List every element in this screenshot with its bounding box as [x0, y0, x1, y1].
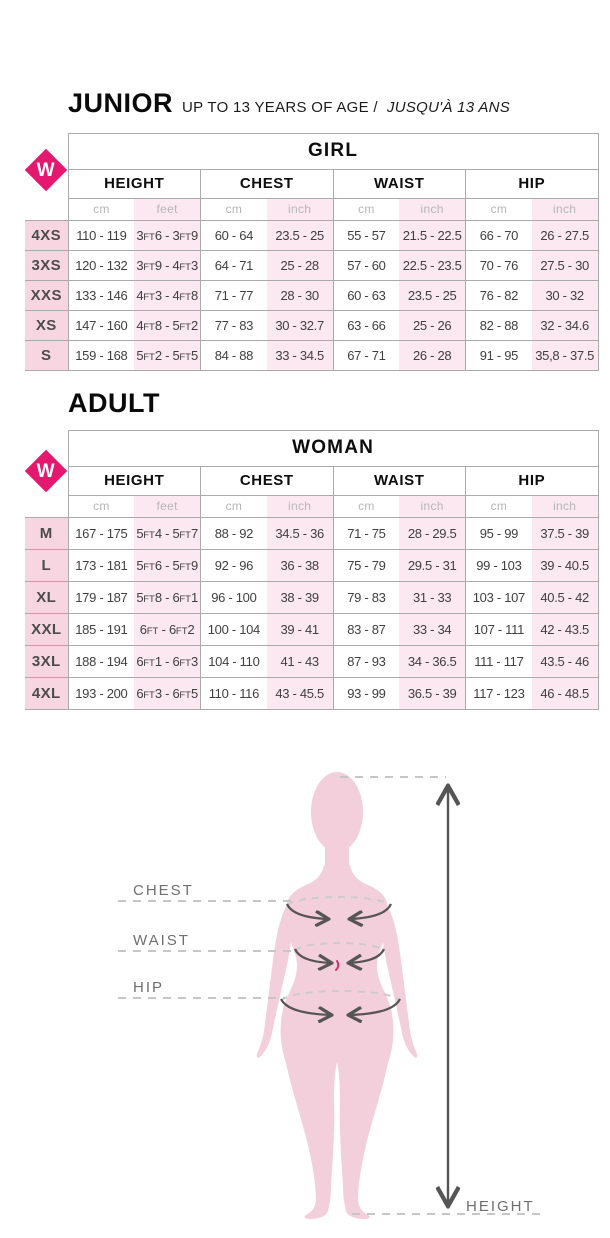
size-row	[25, 518, 598, 550]
value-cell: 110 - 116	[201, 678, 267, 710]
value-cell: 6FT3 - 6FT5	[134, 678, 200, 710]
value-cell: 35,8 - 37.5	[532, 341, 598, 371]
unit-label: cm	[201, 199, 267, 221]
corner-spacer	[25, 496, 68, 518]
value-cell: 63 - 66	[333, 311, 399, 341]
value-cell: 26 - 28	[399, 341, 465, 371]
value-cell: 133 - 146	[68, 281, 134, 311]
value-cell: 33 - 34	[399, 614, 465, 646]
value-cell: 60 - 64	[201, 221, 267, 251]
value-cell: 100 - 104	[201, 614, 267, 646]
corner-spacer	[25, 199, 68, 221]
size-row	[25, 646, 598, 678]
unit-label: inch	[399, 199, 465, 221]
value-cell: 5FT4 - 5FT7	[134, 518, 200, 550]
group-header-woman: WOMAN	[68, 431, 598, 467]
column-header-chest: CHEST	[201, 170, 334, 199]
value-cell: 82 - 88	[466, 311, 532, 341]
value-cell: 96 - 100	[201, 582, 267, 614]
size-label: XXL	[25, 614, 68, 646]
value-cell: 95 - 99	[466, 518, 532, 550]
value-cell: 88 - 92	[201, 518, 267, 550]
value-cell: 34.5 - 36	[267, 518, 333, 550]
group-header-row	[25, 431, 598, 467]
value-cell: 36.5 - 39	[399, 678, 465, 710]
size-label: XS	[25, 311, 68, 341]
value-cell: 4FT3 - 4FT8	[134, 281, 200, 311]
value-cell: 36 - 38	[267, 550, 333, 582]
unit-label: inch	[532, 496, 598, 518]
hip-label: HIP	[133, 979, 165, 996]
size-label: 4XS	[25, 221, 68, 251]
value-cell: 71 - 77	[201, 281, 267, 311]
value-cell: 83 - 87	[333, 614, 399, 646]
value-cell: 6FT1 - 6FT3	[134, 646, 200, 678]
unit-label: feet	[134, 496, 200, 518]
value-cell: 43.5 - 46	[532, 646, 598, 678]
group-header-girl: GIRL	[68, 134, 598, 170]
value-cell: 93 - 99	[333, 678, 399, 710]
unit-label: cm	[68, 199, 134, 221]
value-cell: 30 - 32.7	[267, 311, 333, 341]
value-cell: 167 - 175	[68, 518, 134, 550]
group-header-row	[25, 134, 598, 170]
junior-section-title	[68, 88, 510, 119]
value-cell: 120 - 132	[68, 251, 134, 281]
value-cell: 39 - 41	[267, 614, 333, 646]
value-cell: 5FT6 - 5FT9	[134, 550, 200, 582]
junior-size-table	[25, 133, 599, 371]
unit-label: cm	[466, 199, 532, 221]
value-cell: 75 - 79	[333, 550, 399, 582]
size-row	[25, 582, 598, 614]
size-label: XXS	[25, 281, 68, 311]
size-row	[25, 221, 598, 251]
value-cell: 27.5 - 30	[532, 251, 598, 281]
unit-row	[25, 199, 598, 221]
size-row	[25, 550, 598, 582]
value-cell: 111 - 117	[466, 646, 532, 678]
value-cell: 91 - 95	[466, 341, 532, 371]
value-cell: 39 - 40.5	[532, 550, 598, 582]
column-header-row	[25, 170, 598, 199]
value-cell: 40.5 - 42	[532, 582, 598, 614]
value-cell: 57 - 60	[333, 251, 399, 281]
unit-label: inch	[267, 496, 333, 518]
value-cell: 30 - 32	[532, 281, 598, 311]
value-cell: 117 - 123	[466, 678, 532, 710]
value-cell: 23.5 - 25	[399, 281, 465, 311]
size-row	[25, 678, 598, 710]
value-cell: 84 - 88	[201, 341, 267, 371]
value-cell: 23.5 - 25	[267, 221, 333, 251]
size-label: 4XL	[25, 678, 68, 710]
value-cell: 32 - 34.6	[532, 311, 598, 341]
value-cell: 3FT9 - 4FT3	[134, 251, 200, 281]
value-cell: 179 - 187	[68, 582, 134, 614]
value-cell: 42 - 43.5	[532, 614, 598, 646]
value-cell: 26 - 27.5	[532, 221, 598, 251]
waist-label: WAIST	[133, 932, 190, 949]
adult-title-text: ADULT	[68, 388, 160, 418]
unit-label: cm	[466, 496, 532, 518]
unit-label: inch	[399, 496, 465, 518]
unit-label: feet	[134, 199, 200, 221]
value-cell: 6FT - 6FT2	[134, 614, 200, 646]
value-cell: 92 - 96	[201, 550, 267, 582]
value-cell: 29.5 - 31	[399, 550, 465, 582]
unit-label: inch	[267, 199, 333, 221]
value-cell: 104 - 110	[201, 646, 267, 678]
size-label: S	[25, 341, 68, 371]
size-row	[25, 281, 598, 311]
size-row	[25, 341, 598, 371]
value-cell: 99 - 103	[466, 550, 532, 582]
value-cell: 188 - 194	[68, 646, 134, 678]
column-header-chest: CHEST	[201, 467, 334, 496]
value-cell: 33 - 34.5	[267, 341, 333, 371]
unit-row	[25, 496, 598, 518]
chest-label: CHEST	[133, 882, 194, 899]
size-label: L	[25, 550, 68, 582]
column-header-waist: WAIST	[333, 467, 466, 496]
torso-legs-shape	[281, 865, 394, 1219]
size-row	[25, 251, 598, 281]
value-cell: 25 - 26	[399, 311, 465, 341]
value-cell: 103 - 107	[466, 582, 532, 614]
brand-logo-letter: W	[37, 460, 55, 482]
column-header-row	[25, 467, 598, 496]
value-cell: 173 - 181	[68, 550, 134, 582]
value-cell: 64 - 71	[201, 251, 267, 281]
value-cell: 46 - 48.5	[532, 678, 598, 710]
value-cell: 107 - 111	[466, 614, 532, 646]
measurement-diagram	[0, 755, 610, 1238]
size-label: XL	[25, 582, 68, 614]
value-cell: 28 - 29.5	[399, 518, 465, 550]
value-cell: 67 - 71	[333, 341, 399, 371]
size-row	[25, 311, 598, 341]
column-header-hip: HIP	[466, 170, 599, 199]
unit-label: cm	[68, 496, 134, 518]
value-cell: 110 - 119	[68, 221, 134, 251]
female-silhouette	[257, 772, 418, 1219]
unit-label: cm	[201, 496, 267, 518]
value-cell: 159 - 168	[68, 341, 134, 371]
value-cell: 79 - 83	[333, 582, 399, 614]
value-cell: 31 - 33	[399, 582, 465, 614]
value-cell: 87 - 93	[333, 646, 399, 678]
brand-logo-letter: W	[37, 159, 55, 181]
adult-section-title	[68, 388, 160, 419]
column-header-waist: WAIST	[333, 170, 466, 199]
value-cell: 21.5 - 22.5	[399, 221, 465, 251]
height-label: HEIGHT	[466, 1198, 535, 1215]
junior-subtitle-french: JUSQU'À 13 ANS	[386, 99, 511, 116]
unit-label: cm	[333, 199, 399, 221]
value-cell: 37.5 - 39	[532, 518, 598, 550]
value-cell: 41 - 43	[267, 646, 333, 678]
value-cell: 22.5 - 23.5	[399, 251, 465, 281]
value-cell: 3FT6 - 3FT9	[134, 221, 200, 251]
value-cell: 60 - 63	[333, 281, 399, 311]
value-cell: 70 - 76	[466, 251, 532, 281]
unit-label: inch	[532, 199, 598, 221]
size-label: M	[25, 518, 68, 550]
value-cell: 38 - 39	[267, 582, 333, 614]
column-header-hip: HIP	[466, 467, 599, 496]
value-cell: 66 - 70	[466, 221, 532, 251]
value-cell: 71 - 75	[333, 518, 399, 550]
size-label: 3XS	[25, 251, 68, 281]
value-cell: 4FT8 - 5FT2	[134, 311, 200, 341]
adult-size-table	[25, 430, 599, 710]
unit-label: cm	[333, 496, 399, 518]
value-cell: 25 - 28	[267, 251, 333, 281]
value-cell: 76 - 82	[466, 281, 532, 311]
value-cell: 193 - 200	[68, 678, 134, 710]
value-cell: 147 - 160	[68, 311, 134, 341]
value-cell: 34 - 36.5	[399, 646, 465, 678]
junior-title-text: JUNIOR	[68, 88, 174, 118]
column-header-height: HEIGHT	[68, 467, 201, 496]
value-cell: 55 - 57	[333, 221, 399, 251]
value-cell: 77 - 83	[201, 311, 267, 341]
size-label: 3XL	[25, 646, 68, 678]
value-cell: 43 - 45.5	[267, 678, 333, 710]
junior-subtitle-text: UP TO 13 YEARS OF AGE /	[182, 99, 378, 116]
adult-table-container	[25, 430, 598, 710]
value-cell: 5FT8 - 6FT1	[134, 582, 200, 614]
value-cell: 185 - 191	[68, 614, 134, 646]
junior-table-container	[25, 133, 598, 371]
size-row	[25, 614, 598, 646]
value-cell: 5FT2 - 5FT5	[134, 341, 200, 371]
column-header-height: HEIGHT	[68, 170, 201, 199]
value-cell: 28 - 30	[267, 281, 333, 311]
